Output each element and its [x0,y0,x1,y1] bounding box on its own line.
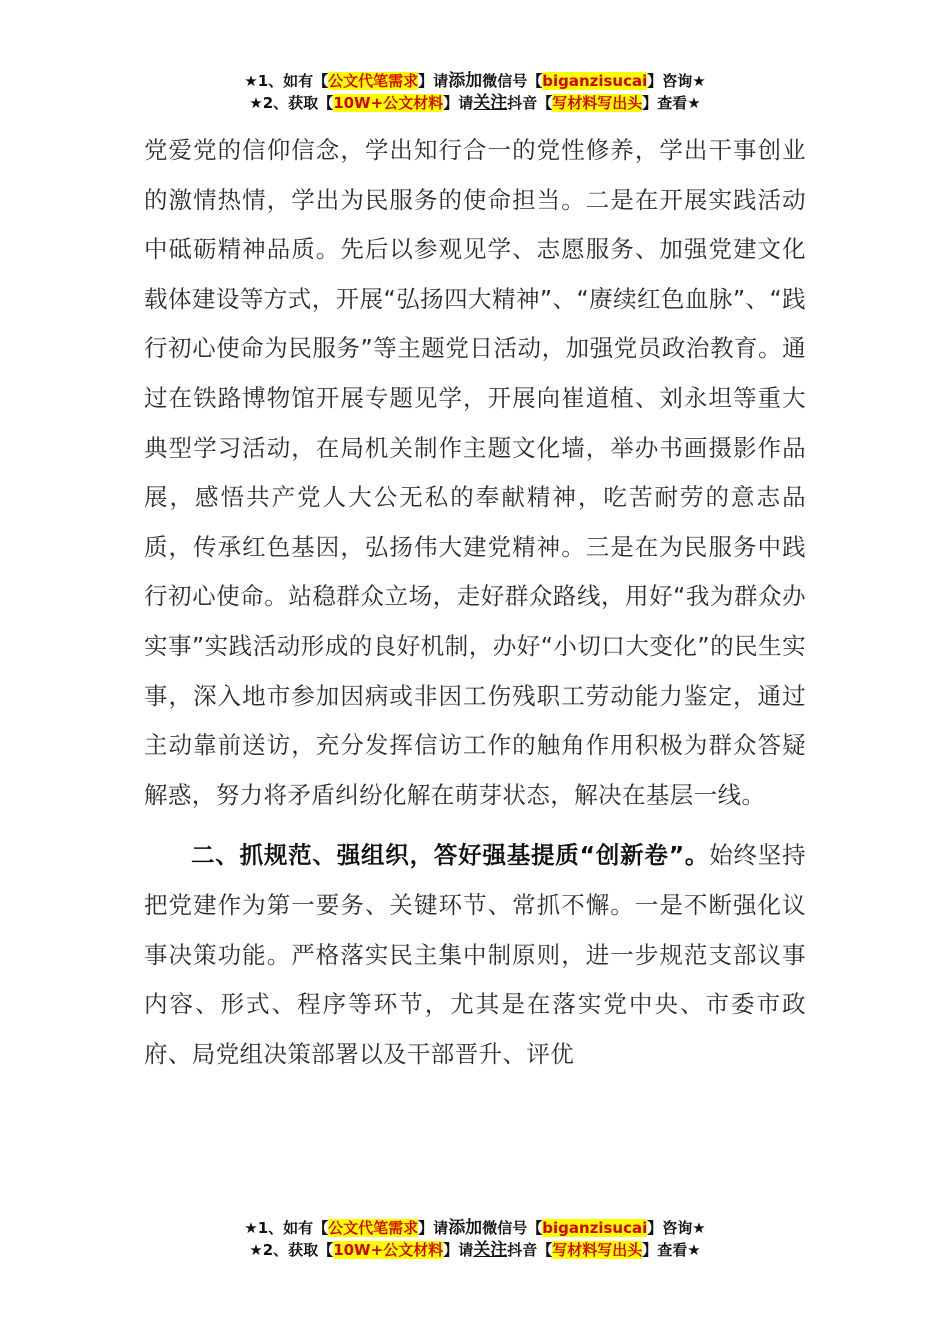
banner-text: 抖音【 [507,1241,553,1259]
banner-text: 微信号【 [482,1219,543,1237]
highlight-service: 公文代笔需求 [328,1219,419,1237]
highlight-wechat-id: biganzisucai [542,72,648,90]
banner-text: 关注 [473,93,508,113]
banner-text: 】请 [443,1241,474,1259]
banner-text: 】咨询★ [647,1219,706,1237]
paragraph-text: 始终坚持把党建作为第一要务、关键环节、常抓不懈。一是不断强化议事决策功能。严格落实民主集中制原则，进一步规范支部议事内容、形式、程序等环节，尤其是在落实党中央、市委市政府、局党组决策部署以及干部晋升、评优 [144,841,806,1068]
banner-text: ★1、如有【 [244,1219,329,1237]
banner-line-2 [0,92,950,114]
banner-text: 】咨询★ [647,72,706,90]
banner-line-1 [0,70,950,92]
banner-text: 关注 [473,1240,508,1260]
banner-line-2 [0,1239,950,1261]
banner-text: 添加 [448,1218,483,1238]
footer-banner [0,1217,950,1261]
banner-text: 添加 [448,71,483,91]
section-heading: 二、抓规范、强组织，答好强基提质“创新卷”。 [191,841,710,870]
banner-text: ★2、获取【 [249,94,334,112]
highlight-douyin-id: 写材料写出头 [552,1241,643,1259]
highlight-materials: 10W+公文材料 [333,94,444,112]
banner-line-1 [0,1217,950,1239]
banner-text: 抖音【 [507,94,553,112]
banner-text: ★1、如有【 [244,72,329,90]
banner-text: 】请 [418,1219,449,1237]
header-banner [0,70,950,114]
highlight-service: 公文代笔需求 [328,72,419,90]
paragraph [144,831,806,1079]
document-body [144,126,806,1079]
banner-text: 】查看★ [642,1241,701,1259]
banner-text: ★2、获取【 [249,1241,334,1259]
highlight-materials: 10W+公文材料 [333,1241,444,1259]
paragraph: 党爱党的信仰信念，学出知行合一的党性修养，学出干事创业的激情热情，学出为民服务的使命担当。二是在开展实践活动中砥砺精神品质。先后以参观见学、志愿服务、加强党建文化载体建设等方式，开展“弘扬四大精神”、“赓续红色血脉”、“践行初心使命为民服务”等主题党日活动，加强党员政治教育。通过在铁路博物馆开展专题见学，开展向崔道植、刘永坦等重大典型学习活动，在局机关制作主题文化墙，举办书画摄影作品展，感悟共产党人大公无私的奉献精神，吃苦耐劳的意志品质，传承红色基因，弘扬伟大建党精神。三是在为民服务中践行初心使命。站稳群众立场，走好群众路线，用好“我为群众办实事”实践活动形成的良好机制，办好“小切口大变化”的民生实事，深入地市参加因病或非因工伤残职工劳动能力鉴定，通过主动靠前送访，充分发挥信访工作的触角作用积极为群众答疑解惑，努力将矛盾纠纷化解在萌芽状态，解决在基层一线。 [144,136,806,809]
banner-text: 】请 [418,72,449,90]
banner-text: 微信号【 [482,72,543,90]
highlight-douyin-id: 写材料写出头 [552,94,643,112]
highlight-wechat-id: biganzisucai [542,1219,648,1237]
banner-text: 】请 [443,94,474,112]
banner-text: 】查看★ [642,94,701,112]
